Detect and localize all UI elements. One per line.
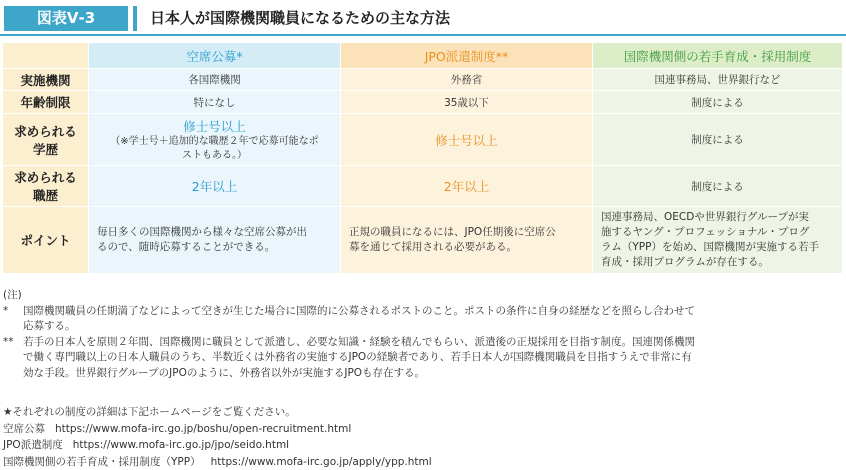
row-label-age: 年齢制限 (3, 91, 89, 114)
cell-main-text: 修士号以上 (183, 118, 246, 134)
link-label: JPO派遣制度 (3, 439, 63, 451)
table-cell: 修士号以上 (341, 114, 593, 166)
note-item (3, 304, 843, 335)
note-line: で働く専門職以上の日本人職員のうち、半数近くは外務省の実施するJPOの経験者であり、若手日本人が国際機関職員を目指すうえで非常に有 (23, 351, 692, 363)
header-rule (0, 34, 846, 36)
table-cell (341, 207, 593, 274)
column-header-open-recruitment: 空席公募* (89, 43, 341, 69)
link-url[interactable]: https://www.mofa-irc.go.jp/apply/ypp.html (210, 455, 432, 468)
row-label-line: 求められる (14, 170, 77, 185)
row-label-line: 学歴 (32, 141, 58, 157)
link-row (3, 421, 843, 438)
link-url[interactable]: https://www.mofa-irc.go.jp/boshu/open-recruitment.html (55, 422, 352, 435)
note-line: 応募する。 (23, 320, 76, 332)
table-cell: 制度による (593, 91, 843, 114)
link-label: 国際機関側の若手育成・採用制度（YPP） (3, 455, 201, 468)
table-header-row (3, 43, 843, 69)
link-label: 空席公募 (3, 422, 45, 435)
column-header-jpo: JPO派遣制度** (341, 43, 593, 69)
cell-text-line: 毎日多くの国際機関から様々な空席公募が出 (97, 226, 307, 238)
page-title: 日本人が国際機関職員になるための主な方法 (150, 9, 451, 27)
table-cell: 特になし (89, 91, 341, 114)
cell-text-line: 国連事務局、OECDや世界銀行グループが実 (601, 211, 809, 223)
notes-heading: (注) (3, 289, 22, 301)
cell-note-line: ストもある。） (182, 149, 247, 161)
table-cell: 35歳以下 (341, 91, 593, 114)
link-row (3, 454, 843, 470)
table-row (3, 207, 843, 274)
row-label-education (3, 114, 89, 166)
cell-text-line: 募を通じて採用される必要がある。 (349, 241, 517, 253)
table-cell (89, 207, 341, 274)
column-header-ypp: 国際機関側の若手育成・採用制度 (593, 43, 843, 69)
table-cell: 2年以上 (341, 166, 593, 207)
figure-header (0, 0, 846, 36)
cell-note-line: （※学士号＋追加的な職歴２年で応募可能なポ (110, 135, 319, 147)
comparison-table (3, 43, 843, 274)
note-item (3, 335, 843, 382)
table-header-empty (3, 43, 89, 69)
row-label-experience (3, 166, 89, 207)
cell-text-line: 正規の職員になるには、JPO任期後に空席公 (349, 226, 556, 238)
links-intro: ★それぞれの制度の詳細は下記ホームページをご覧ください。 (3, 406, 296, 418)
table-row (3, 69, 843, 91)
cell-text-line: ラム（YPP）を始め、国際機関が実施する若手 (601, 241, 820, 253)
note-mark: * (3, 304, 9, 317)
table-cell: 国連事務局、世界銀行など (593, 69, 843, 91)
row-label-line: 求められる (14, 123, 77, 139)
links-section (3, 404, 843, 470)
table-cell (89, 114, 341, 166)
table-cell: 制度による (593, 166, 843, 207)
note-mark: ** (3, 335, 14, 348)
cell-text-line: るので、随時応募することができる。 (97, 241, 276, 253)
table-row (3, 114, 843, 166)
table-cell (593, 207, 843, 274)
row-label-points: ポイント (3, 207, 89, 274)
figure-label: 図表Ⅴ-3 (4, 6, 128, 31)
notes-section (3, 288, 843, 381)
table-cell: 各国際機関 (89, 69, 341, 91)
cell-text-line: 施するヤング・プロフェッショナル・プログ (601, 226, 810, 238)
row-label-institution: 実施機関 (3, 69, 89, 91)
table-cell: 制度による (593, 114, 843, 166)
note-line: 若手の日本人を原則２年間、国際機関に職員として派遣し、必要な知識・経験を積んでもらい、派遣後の正規採用を目指す制度。国連関係機関 (23, 335, 695, 348)
link-row (3, 437, 843, 454)
table-row (3, 166, 843, 207)
row-label-line: 職歴 (32, 188, 58, 203)
link-url[interactable]: https://www.mofa-irc.go.jp/jpo/seido.html (72, 439, 290, 451)
table-row (3, 91, 843, 114)
note-line: 効な手段。世界銀行グループのJPOのように、外務省以外が実施するJPOも存在する。 (23, 366, 426, 379)
title-divider (133, 6, 137, 31)
cell-text-line: 育成・採用プログラムが存在する。 (601, 256, 769, 268)
note-line: 国際機関職員の任期満了などによって空きが生じた場合に国際的に公募されるポストのこと。ポストの条件に自身の経歴などを照らし合わせて (23, 304, 695, 317)
table-cell: 2年以上 (89, 166, 341, 207)
table-cell: 外務省 (341, 69, 593, 91)
